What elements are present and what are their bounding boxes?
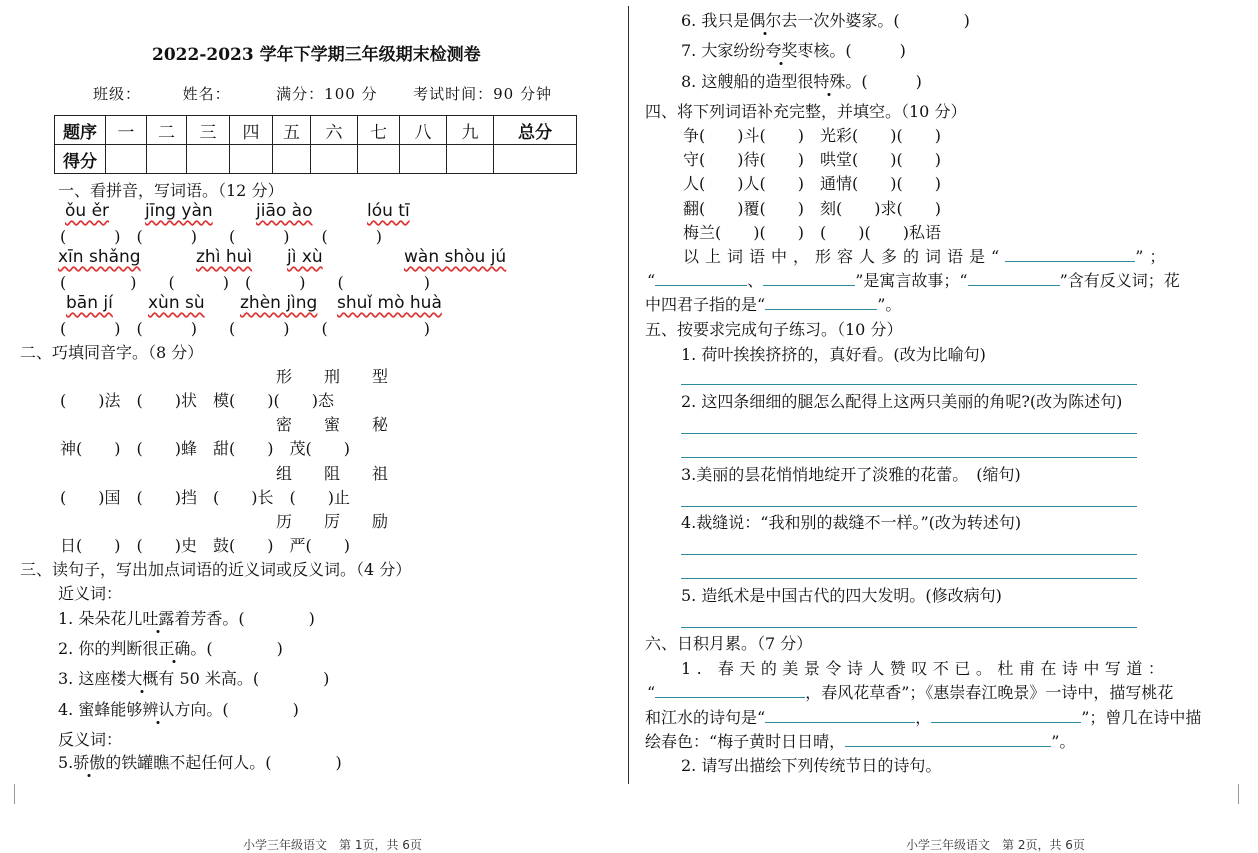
item-before: 1. 朵朵花儿	[58, 609, 143, 628]
score-table	[54, 115, 577, 174]
question-item[interactable]	[58, 750, 342, 773]
question-item[interactable]	[58, 697, 299, 720]
item-after: 有 50 米高。( )	[158, 669, 330, 688]
homophone-chars: 形 刑 型	[275, 367, 397, 386]
pinyin: wàn shòu jú	[404, 247, 507, 267]
score-cell[interactable]	[106, 145, 147, 174]
class-label: 班级：	[93, 85, 142, 103]
idiom-row[interactable]: 翻( )覆( ) 刻( )求( )	[683, 199, 941, 218]
idiom-row[interactable]: 争( )斗( ) 光彩( )( )	[683, 126, 941, 145]
homophone-chars: 密 蜜 秘	[275, 415, 397, 434]
score-cell[interactable]	[447, 145, 494, 174]
homophone-chars: 历 厉 励	[275, 512, 397, 531]
name-label: 姓名：	[182, 85, 231, 103]
dotted-word: 特殊	[813, 72, 846, 91]
item-after: 去一次外婆家。( )	[781, 11, 970, 30]
score-cell[interactable]	[230, 145, 273, 174]
answer-line[interactable]	[681, 578, 1137, 579]
dotted-word: 大概	[126, 669, 159, 688]
poem-line-3: 和江水的诗句是“ ， ”；曾几在诗中描	[645, 708, 1202, 727]
item-after: 的铁罐瞧不起任何人。( )	[105, 753, 342, 772]
pinyin: zhì huì	[196, 247, 253, 267]
item-before: 2. 你的判断很	[58, 639, 159, 658]
crop-mark	[1238, 784, 1247, 804]
poem-line-4: 绘春色：“梅子黄时日日晴， ”。	[645, 732, 1076, 751]
homophone-line[interactable]: 日( ) ( )史 鼓( ) 严( )	[60, 536, 350, 555]
pinyin: jì xù	[287, 247, 323, 267]
answer-line[interactable]	[681, 433, 1137, 434]
col-header: 一	[106, 116, 147, 145]
row-label-order: 题序	[55, 116, 106, 145]
fill-line-1: 以上词语中，形容人多的词语是“ ”；	[683, 247, 1172, 266]
col-header: 六	[311, 116, 358, 145]
question-item[interactable]	[58, 636, 283, 659]
section6-title: 六、日积月累。（7 分）	[645, 634, 813, 653]
fill-line-2: “ 、 ”是寓言故事；“ ”含有反义词；花	[647, 271, 1180, 290]
pinyin: xīn shǎng	[58, 247, 141, 267]
homophone-chars: 组 阻 祖	[275, 464, 397, 483]
poem-line-2: “ ，春风花草香”；《惠崇春江晚景》一诗中，描写桃花	[647, 683, 1174, 702]
antonym-label: 反义词：	[58, 730, 123, 749]
col-header: 二	[147, 116, 187, 145]
pinyin: zhèn jìng	[240, 293, 318, 313]
score-cell[interactable]	[358, 145, 400, 174]
answer-line[interactable]	[681, 554, 1137, 555]
question-item[interactable]	[681, 38, 906, 61]
page-footer-right: 小学三年级语文 第 2页，共 6页	[906, 838, 1085, 852]
item-after: 枣核。( )	[797, 41, 906, 60]
question-item[interactable]	[681, 8, 970, 31]
sentence-task: 1. 荷叶挨挨挤挤的，真好看。(改为比喻句)	[681, 345, 986, 364]
answer-blank[interactable]	[765, 706, 915, 723]
item-after: 。( )	[190, 639, 283, 658]
col-header: 三	[187, 116, 230, 145]
item-after: 。( )	[845, 72, 922, 91]
item-before: 6. 我只是	[681, 11, 750, 30]
pinyin: lóu tī	[367, 201, 410, 221]
crop-mark	[6, 784, 15, 804]
dotted-word: 正确	[158, 639, 191, 658]
answer-line[interactable]	[681, 506, 1137, 507]
item-after: 方向。( )	[174, 700, 299, 719]
page-footer-left: 小学三年级语文 第 1页，共 6页	[243, 838, 422, 852]
answer-blank[interactable]	[655, 269, 747, 286]
answer-blank[interactable]	[931, 706, 1081, 723]
item-before: 5.	[58, 753, 74, 772]
section4-title: 四、将下列词语补充完整，并填空。（10 分）	[645, 102, 967, 121]
answer-blank[interactable]	[968, 269, 1060, 286]
col-header: 七	[358, 116, 400, 145]
section5-title: 五、按要求完成句子练习。（10 分）	[645, 320, 903, 339]
exam-title: 2022-2023 学年下学期三年级期末检测卷	[152, 45, 481, 65]
score-cell[interactable]	[273, 145, 311, 174]
answer-blank[interactable]	[845, 730, 1051, 747]
homophone-line[interactable]: ( )国 ( )挡 ( )长 ( )止	[60, 488, 350, 507]
answer-line[interactable]	[681, 384, 1137, 385]
col-header: 八	[400, 116, 447, 145]
col-header: 九	[447, 116, 494, 145]
item-before: 3. 这座楼	[58, 669, 127, 688]
idiom-row[interactable]: 守( )待( ) 哄堂( )( )	[683, 150, 941, 169]
pinyin: shuǐ mò huà	[337, 293, 442, 313]
full-score: 满分：100 分	[276, 85, 378, 103]
sentence-task: 3.美丽的昙花悄悄地绽开了淡雅的花蕾。 (缩句)	[681, 465, 1021, 484]
page-divider	[628, 6, 629, 784]
item-after: 着芳香。( )	[174, 609, 315, 628]
total-header: 总分	[494, 116, 577, 145]
question-item[interactable]	[58, 666, 329, 689]
exam-info	[93, 83, 552, 104]
answer-brackets[interactable]: ( ) ( ) ( ) ( )	[60, 319, 430, 338]
section2-title: 二、巧填同音字。（8 分）	[20, 343, 204, 362]
answer-line[interactable]	[681, 627, 1137, 628]
section1-title: 一、看拼音，写词语。（12 分）	[58, 181, 284, 200]
homophone-line[interactable]: ( )法 ( )状 模( )( )态	[60, 391, 334, 410]
sentence-task: 2. 这四条细细的腿怎么配得上这两只美丽的角呢?(改为陈述句)	[681, 392, 1123, 411]
section3-title: 三、读句子，写出加点词语的近义词或反义词。（4 分）	[20, 560, 412, 579]
exam-time: 考试时间：90 分钟	[413, 85, 552, 103]
dotted-word: 吐露	[142, 609, 175, 628]
item-before: 8. 这艘船的造型很	[681, 72, 814, 91]
score-cell[interactable]	[311, 145, 358, 174]
question-item[interactable]	[58, 606, 315, 629]
answer-blank[interactable]	[765, 293, 877, 310]
col-header: 五	[273, 116, 311, 145]
score-cell[interactable]	[494, 145, 577, 174]
fill-line-3: 中四君子指的是“ ”。	[645, 295, 902, 314]
score-cell[interactable]	[187, 145, 230, 174]
dotted-word: 辨认	[142, 700, 175, 719]
pinyin: xùn sù	[148, 293, 205, 313]
dotted-word: 偶尔	[749, 11, 782, 30]
sentence-task: 5. 造纸术是中国古代的四大发明。(修改病句)	[681, 586, 1002, 605]
idiom-row[interactable]: 梅兰( )( ) ( )( )私语	[683, 223, 941, 242]
sentence-task: 4.裁缝说：“我和别的裁缝不一样。”(改为转述句)	[681, 513, 1022, 532]
item-before: 4. 蜜蜂能够	[58, 700, 143, 719]
answer-blank[interactable]	[1005, 245, 1135, 262]
pinyin: jiāo ào	[256, 201, 313, 221]
score-cell[interactable]	[400, 145, 447, 174]
col-header: 四	[230, 116, 273, 145]
synonym-label: 近义词：	[58, 584, 123, 603]
dotted-word: 骄傲	[73, 753, 106, 772]
pinyin: ǒu ěr	[65, 201, 110, 221]
row-label-score: 得分	[55, 145, 106, 174]
idiom-row[interactable]: 人( )人( ) 通情( )( )	[683, 174, 941, 193]
answer-brackets[interactable]: ( ) ( ) ( ) ( )	[60, 273, 430, 292]
answer-line[interactable]	[681, 457, 1137, 458]
score-cell[interactable]	[147, 145, 187, 174]
dotted-word: 夸奖	[765, 41, 798, 60]
item-before: 7. 大家纷纷	[681, 41, 766, 60]
answer-blank[interactable]	[655, 681, 805, 698]
pinyin: bān jí	[66, 293, 113, 313]
question-item[interactable]	[681, 69, 922, 92]
poem-line-5: 2. 请写出描绘下列传统节日的诗句。	[681, 756, 942, 775]
pinyin: jīng yàn	[145, 201, 213, 221]
answer-brackets[interactable]: ( ) ( ) ( ) ( )	[60, 227, 382, 246]
answer-blank[interactable]	[763, 269, 855, 286]
poem-line-1: 1. 春天的美景令诗人赞叹不已。杜甫在诗中写道：	[681, 659, 1170, 678]
homophone-line[interactable]: 神( ) ( )蜂 甜( ) 茂( )	[60, 439, 350, 458]
